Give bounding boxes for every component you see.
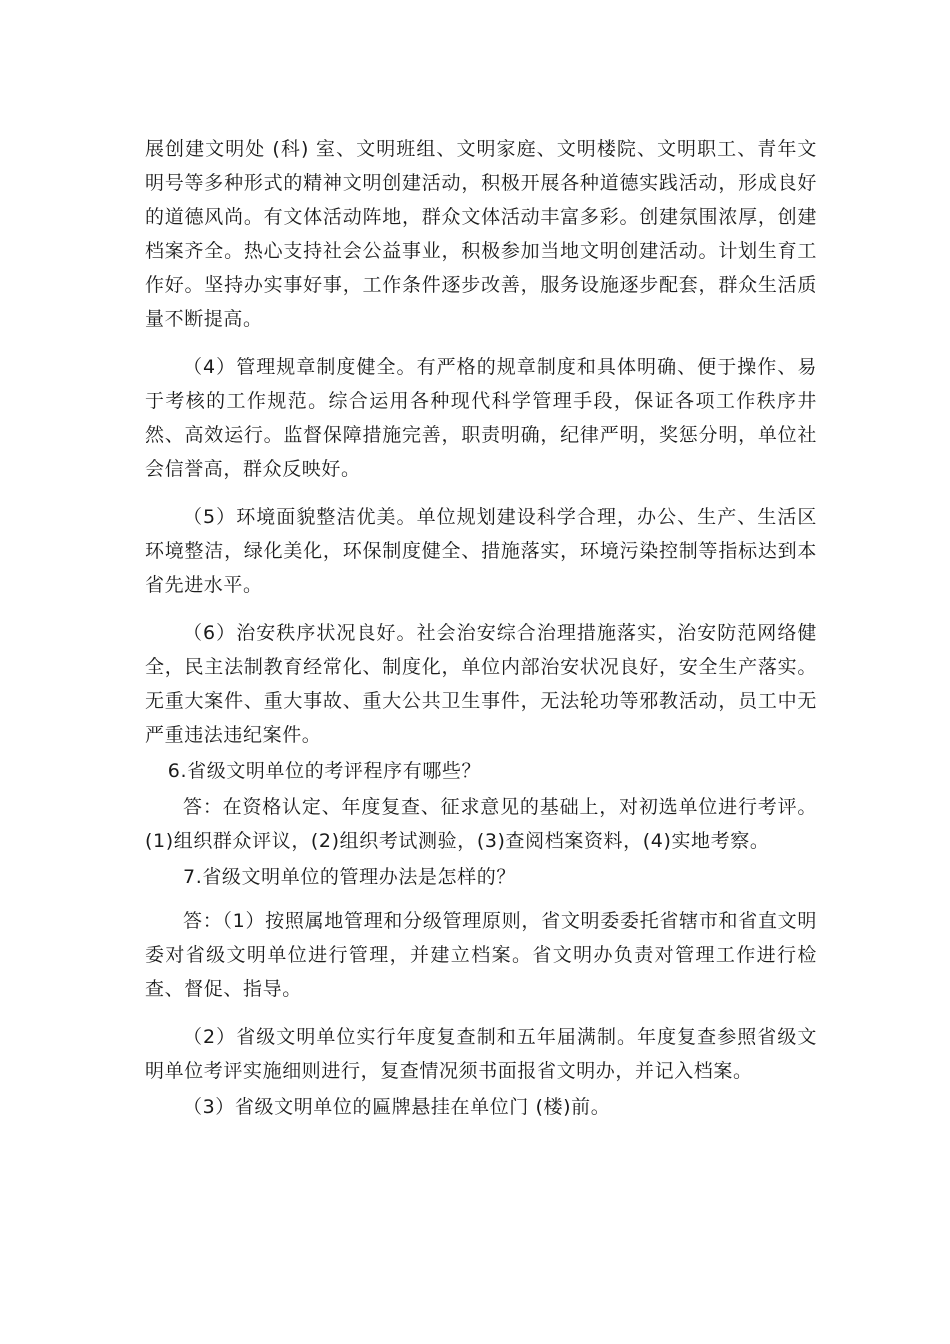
paragraph-item-5: （5）环境面貌整洁优美。单位规划建设科学合理，办公、生产、生活区环境整洁，绿化美化，环保制度健全、措施落实，环境污染控制等指标达到本省先进水平。 [145, 506, 817, 596]
answer-7-item-1: 答：（1）按照属地管理和分级管理原则，省文明委委托省辖市和省直文明委对省级文明单位进行管理，并建立档案。省文明办负责对管理工作进行检查、督促、指导。 [145, 910, 817, 1000]
question-6: 6.省级文明单位的考评程序有哪些？ [167, 760, 482, 782]
paragraph-activities: 展创建文明处 (科) 室、文明班组、文明家庭、文明楼院、文明职工、青年文明号等多种形式的精神文明创建活动，积极开展各种道德实践活动，形成良好的道德风尚。有文体活动阵地，群众文体活动丰富多彩。创建氛围浓厚，创建档案齐全。热心支持社会公益事业，积极参加当地文明创建活动。计划生育工作好。坚持办实事好事，工作条件逐步改善，服务设施逐步配套，群众生活质量不断提高。 [145, 138, 817, 330]
question-7: 7.省级文明单位的管理办法是怎样的？ [183, 866, 516, 888]
answer-7-item-2: （2）省级文明单位实行年度复查制和五年届满制。年度复查参照省级文明单位考评实施细则进行，复查情况须书面报省文明办，并记入档案。 [145, 1026, 817, 1082]
answer-7-item-3: （3）省级文明单位的匾牌悬挂在单位门 (楼)前。 [183, 1096, 611, 1118]
paragraph-item-4: （4）管理规章制度健全。有严格的规章制度和具体明确、便于操作、易于考核的工作规范。综合运用各种现代科学管理手段，保证各项工作秩序井然、高效运行。监督保障措施完善，职责明确，纪律严明，奖惩分明，单位社会信誉高，群众反映好。 [145, 356, 817, 480]
document-body [145, 132, 817, 1124]
answer-6: 答：在资格认定、年度复查、征求意见的基础上，对初选单位进行考评。(1)组织群众评议，(2)组织考试测验，(3)查阅档案资料，(4)实地考察。 [145, 796, 817, 852]
paragraph-item-6: （6）治安秩序状况良好。社会治安综合治理措施落实，治安防范网络健全，民主法制教育经常化、制度化，单位内部治安状况良好，安全生产落实。无重大案件、重大事故、重大公共卫生事件，无法轮功等邪教活动，员工中无严重违法违纪案件。 [145, 622, 817, 746]
